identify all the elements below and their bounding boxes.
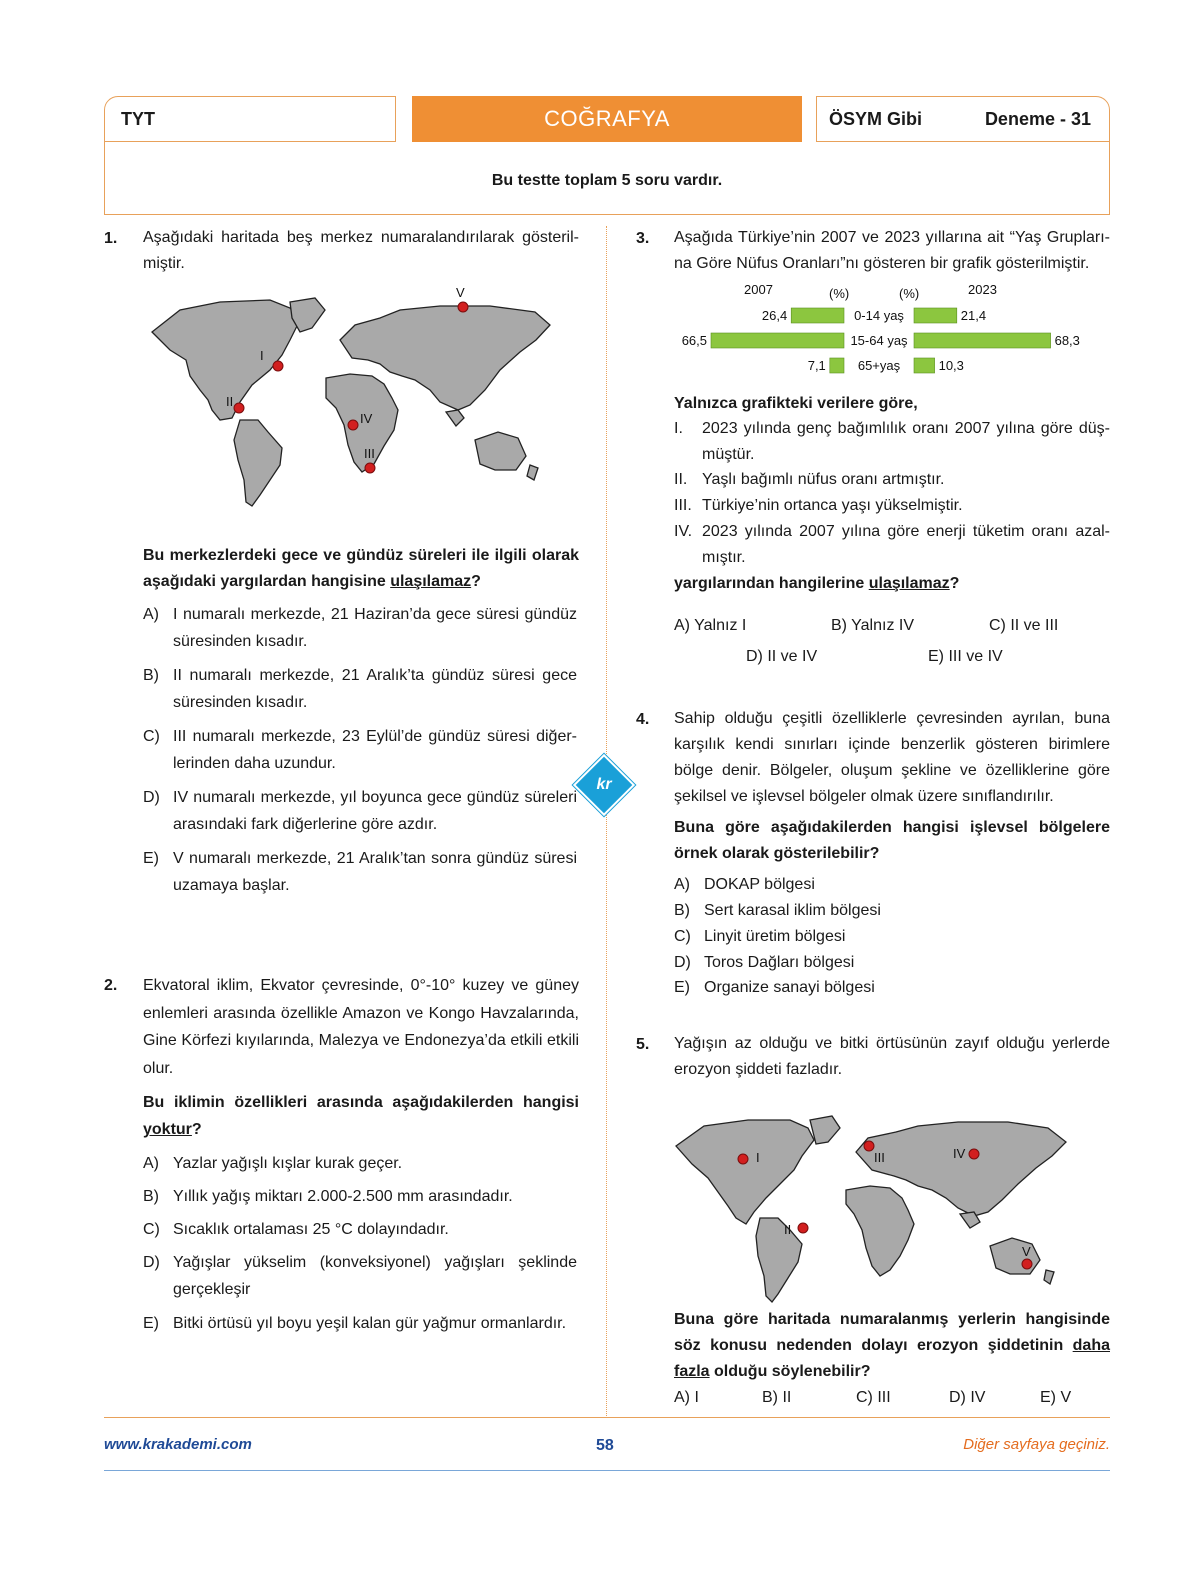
q4-stem: Sahip olduğu çeşitli özelliklerle çevresinden ayrılan, buna karşılık kendi sınırları içinde benzerlik gösteren birimlere bölge denir. Bölgeler, oluşum şekline ve özelliklerine göre şekilsel ve işlevsel bölgeler olmak üzere sınıflandırılır. bbox=[674, 710, 1110, 805]
q4-prompt: Buna göre aşağıdakilerden hangisi işlevsel bölgelere örnek olarak gösterilebilir? bbox=[674, 819, 1110, 862]
bar-2023 bbox=[914, 308, 957, 323]
bar-2007 bbox=[791, 308, 844, 323]
q2-stem: Ekvatoral iklim, Ekvator çevresinde, 0°-10° kuzey ve güney enlemleri arasında özellikle Amazon ve Kongo Havzalarında, Gine Körfezi kıyılarında, Malezya ve Endonezya’da etkili etkili olur. bbox=[143, 977, 579, 1077]
q1-option-a-letter: A) bbox=[143, 606, 159, 623]
svg-text:I: I bbox=[260, 348, 264, 363]
publisher-logo-text: kr bbox=[596, 776, 612, 793]
subject-banner bbox=[412, 96, 802, 142]
q3-option-e[interactable]: E) III ve IV bbox=[928, 648, 1003, 665]
q3-statement-text: Yaşlı bağımlı nüfus oranı artmıştır. bbox=[702, 471, 945, 488]
bar-2007 bbox=[711, 333, 844, 348]
q1-option-b-letter: B) bbox=[143, 667, 159, 684]
q3-prompt-keyword: ulaşılamaz bbox=[868, 575, 950, 592]
q1-number: 1. bbox=[104, 230, 118, 247]
q2-option-b-text: Yıllık yağış miktarı 2.000-2.500 mm arasındadır. bbox=[173, 1188, 513, 1205]
q3-statement-2 bbox=[674, 467, 1110, 493]
q4-option-a-letter: A) bbox=[674, 876, 690, 893]
q4-option-b-text: Sert karasal iklim bölgesi bbox=[704, 902, 881, 919]
q1-option-b[interactable] bbox=[143, 662, 579, 716]
q4-option-e-letter: E) bbox=[674, 979, 690, 996]
svg-text:I: I bbox=[756, 1150, 760, 1165]
bar-2007-label: 66,5 bbox=[681, 333, 707, 348]
info-text: Bu testte toplam 5 soru vardır. bbox=[491, 172, 723, 189]
q4-option-c-text: Linyit üretim bölgesi bbox=[704, 928, 846, 945]
chart-category-label: 65+yaş bbox=[857, 358, 901, 373]
q4-option-d-letter: D) bbox=[674, 954, 691, 971]
svg-text:V: V bbox=[456, 285, 465, 300]
q5-stem: Yağışın az olduğu ve bitki örtüsünün zayıf olduğu yerlerde erozyon şiddeti fazladır. bbox=[674, 1035, 1110, 1078]
footer-bottom-rule bbox=[104, 1470, 1110, 1471]
q5-option-c[interactable]: C) III bbox=[856, 1389, 891, 1406]
q2-option-e-letter: E) bbox=[143, 1315, 159, 1332]
q2-option-b[interactable] bbox=[143, 1183, 579, 1210]
q3-statement-3 bbox=[674, 493, 1110, 519]
q5-option-a[interactable]: A) I bbox=[674, 1389, 699, 1406]
chart-category-label: 0-14 yaş bbox=[854, 308, 904, 323]
exam-number: Deneme - 31 bbox=[984, 109, 1091, 129]
q1-prompt-end: ? bbox=[471, 573, 481, 590]
q1-prompt-keyword: ulaşılamaz bbox=[390, 573, 472, 590]
q3-prompt bbox=[674, 571, 1110, 597]
q5-option-e[interactable]: E) V bbox=[1040, 1389, 1072, 1406]
q2-option-b-letter: B) bbox=[143, 1188, 159, 1205]
q4-option-d-text: Toros Dağları bölgesi bbox=[704, 954, 855, 971]
next-page-note: Diğer sayfaya geçiniz. bbox=[963, 1436, 1110, 1453]
q3-stem: Aşağıda Türkiye’nin 2007 ve 2023 yıllarına ait “Yaş Gruplarına Göre Nüfus Oranları”nı gösteren bir grafik gösterilmiştir. bbox=[674, 229, 1110, 272]
q2-option-c[interactable] bbox=[143, 1216, 579, 1243]
q3-statement-numeral: II. bbox=[674, 471, 688, 488]
q1-option-d[interactable] bbox=[143, 784, 579, 838]
q5-prompt-text: Buna göre haritada numaralanmış yerlerin hangisinde söz konusu nedenden dolayı erozyon şiddetinin bbox=[674, 1311, 1110, 1354]
header-left-cell bbox=[104, 96, 396, 142]
chart-year-left: 2007 bbox=[744, 282, 773, 297]
q1-prompt-text: Bu merkezlerdeki gece ve gündüz süreleri ile ilgili olarak aşağıdaki yargılardan hangisine bbox=[143, 547, 579, 590]
svg-text:IV: IV bbox=[953, 1146, 966, 1161]
footer-top-rule bbox=[104, 1417, 1110, 1418]
svg-text:III: III bbox=[874, 1150, 885, 1165]
svg-text:IV: IV bbox=[360, 411, 373, 426]
q3-statement-1 bbox=[674, 416, 1110, 468]
osym-label: ÖSYM Gibi bbox=[829, 109, 923, 129]
q5-prompt bbox=[674, 1307, 1110, 1385]
q3-prompt-text: yargılarından hangilerine bbox=[674, 575, 869, 592]
subject-title: COĞRAFYA bbox=[544, 106, 670, 131]
info-box bbox=[104, 141, 1110, 215]
q1-option-d-letter: D) bbox=[143, 789, 160, 806]
q1-marker-v bbox=[456, 285, 468, 312]
q4-option-e-text: Organize sanayi bölgesi bbox=[704, 979, 875, 996]
svg-text:II: II bbox=[226, 394, 234, 409]
svg-text:III: III bbox=[364, 446, 375, 461]
q4-option-c[interactable] bbox=[674, 923, 845, 950]
q5-world-map bbox=[668, 1106, 1078, 1306]
q5-option-d[interactable]: D) IV bbox=[949, 1389, 986, 1406]
q3-option-a[interactable]: A) Yalnız I bbox=[674, 617, 747, 634]
q3-statement-numeral: IV. bbox=[674, 523, 693, 540]
q2-prompt-end: ? bbox=[191, 1121, 202, 1138]
q1-option-c[interactable] bbox=[143, 723, 579, 777]
chart-unit-left: (%) bbox=[829, 286, 850, 301]
q3-statement-4 bbox=[674, 519, 1110, 571]
q1-option-e-letter: E) bbox=[143, 850, 159, 867]
bar-2023 bbox=[914, 358, 935, 373]
header-right-cell bbox=[816, 96, 1110, 142]
bar-2023-label: 10,3 bbox=[938, 358, 964, 373]
page-number: 58 bbox=[596, 1437, 614, 1454]
q3-statement-text: 2023 yılında genç bağımlılık oranı 2007 yılına göre düşmüştür. bbox=[702, 420, 1110, 463]
q2-option-a[interactable] bbox=[143, 1150, 579, 1177]
bar-2007 bbox=[830, 358, 844, 373]
q1-world-map bbox=[140, 280, 570, 510]
q5-marker-v bbox=[1022, 1244, 1032, 1269]
publisher-logo bbox=[573, 754, 635, 816]
q2-option-a-letter: A) bbox=[143, 1155, 159, 1172]
bar-2007-label: 7,1 bbox=[807, 358, 826, 373]
q2-prompt-text: Bu iklimin özellikleri arasında aşağıdakilerden hangisi bbox=[143, 1094, 579, 1111]
footer-site-link[interactable]: www.krakademi.com bbox=[104, 1436, 252, 1453]
q2-prompt-keyword: yoktur bbox=[143, 1121, 192, 1138]
q3-option-c[interactable]: C) II ve III bbox=[989, 617, 1059, 634]
bar-2023-label: 21,4 bbox=[960, 308, 987, 323]
q1-marker-iii bbox=[364, 446, 375, 473]
q2-option-e-text: Bitki örtüsü yıl boyu yeşil kalan gür yağmur ormanlardır. bbox=[173, 1315, 567, 1332]
q5-marker-ii bbox=[784, 1222, 808, 1237]
exam-type: TYT bbox=[121, 109, 155, 129]
q4-option-b-letter: B) bbox=[674, 902, 690, 919]
q2-option-d[interactable] bbox=[143, 1249, 579, 1303]
q2-option-e[interactable] bbox=[143, 1310, 579, 1337]
bar-2007-label: 26,4 bbox=[761, 308, 788, 323]
q5-prompt-end: olduğu söylenebilir? bbox=[709, 1363, 871, 1380]
q4-number: 4. bbox=[636, 711, 650, 728]
q2-option-d-text: Yağışlar yükselim (konveksiyonel) yağışları şeklinde gerçekleşir bbox=[173, 1254, 577, 1298]
q3-statement-numeral: III. bbox=[674, 497, 692, 514]
q3-statement-text: Türkiye’nin ortanca yaşı yükselmiştir. bbox=[702, 497, 963, 514]
q1-option-b-text: II numaralı merkezde, 21 Aralık’ta gündüz süresi gece süresinden kısadır. bbox=[173, 667, 577, 711]
bar-2023 bbox=[914, 333, 1051, 348]
q1-option-c-letter: C) bbox=[143, 728, 160, 745]
q3-option-b[interactable]: B) Yalnız IV bbox=[831, 617, 914, 634]
q1-continents bbox=[152, 298, 550, 506]
q4-option-a[interactable] bbox=[674, 871, 815, 898]
q1-option-e-text: V numaralı merkezde, 21 Aralık’tan sonra gündüz süresi uzamaya başlar. bbox=[173, 850, 577, 894]
q5-number: 5. bbox=[636, 1036, 650, 1053]
q2-option-a-text: Yazlar yağışlı kışlar kurak geçer. bbox=[173, 1155, 403, 1172]
q4-option-a-text: DOKAP bölgesi bbox=[704, 876, 815, 893]
bar-2023-label: 68,3 bbox=[1054, 333, 1080, 348]
q2-number: 2. bbox=[104, 977, 118, 994]
q4-option-e[interactable] bbox=[674, 974, 875, 1001]
q1-option-a-text: I numaralı merkezde, 21 Haziran’da gece süresi gündüz süresinden kısadır. bbox=[173, 606, 577, 650]
q2-option-c-text: Sıcaklık ortalaması 25 °C dolayındadır. bbox=[173, 1221, 449, 1238]
svg-text:V: V bbox=[1022, 1244, 1031, 1259]
q5-prompt-keyword-1: daha bbox=[1072, 1337, 1110, 1354]
q3-statement-text: 2023 yılında 2007 yılına göre enerji tüketim oranı azalmıştır. bbox=[702, 523, 1110, 566]
q1-prompt bbox=[143, 543, 579, 595]
q1-option-e[interactable] bbox=[143, 845, 579, 899]
column-divider bbox=[606, 226, 607, 1416]
q5-prompt-keyword-2: fazla bbox=[674, 1363, 710, 1380]
q3-number: 3. bbox=[636, 230, 650, 247]
q1-option-c-text: III numaralı merkezde, 23 Eylül’de gündüz süresi diğerlerinden daha uzundur. bbox=[173, 728, 577, 772]
q2-prompt bbox=[143, 1089, 579, 1143]
q3-option-d[interactable]: D) II ve IV bbox=[746, 648, 818, 665]
q3-statement-numeral: I. bbox=[674, 420, 683, 437]
q1-option-d-text: IV numaralı merkezde, yıl boyunca gece gündüz süreleri arasındaki fark diğerlerine göre azdır. bbox=[173, 789, 577, 833]
chart-category-label: 15-64 yaş bbox=[850, 333, 908, 348]
chart-year-right: 2023 bbox=[968, 282, 997, 297]
svg-text:II: II bbox=[784, 1222, 792, 1237]
q3-prompt-top: Yalnızca grafikteki verilere göre, bbox=[674, 395, 918, 412]
q3-population-chart bbox=[666, 278, 1086, 378]
q3-prompt-end: ? bbox=[949, 575, 960, 592]
q2-option-c-letter: C) bbox=[143, 1221, 160, 1238]
q2-option-d-letter: D) bbox=[143, 1254, 160, 1271]
q4-option-c-letter: C) bbox=[674, 928, 691, 945]
q5-option-b[interactable]: B) II bbox=[762, 1389, 792, 1406]
q1-stem: Aşağıdaki haritada beş merkez numaralandırılarak gösterilmiştir. bbox=[143, 229, 579, 272]
chart-unit-right: (%) bbox=[899, 286, 920, 301]
q4-option-b[interactable] bbox=[674, 897, 881, 924]
q4-option-d[interactable] bbox=[674, 949, 854, 976]
q1-option-a[interactable] bbox=[143, 601, 579, 655]
